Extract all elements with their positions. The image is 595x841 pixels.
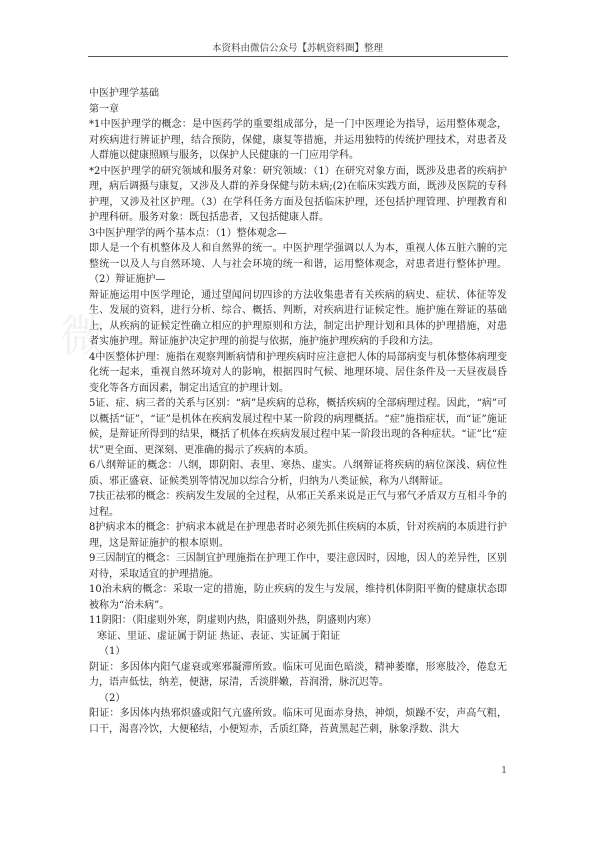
paragraph: *1中医护理学的概念：是中医药学的重要组成部分，是一门中医理论为指导，运用整体观念，对疾病进行辨证护理，结合预防，保健，康复等措施，并运用独特的传统护理技术，对患者及人群施以健康照顾与服务，以保护人民健康的一门应用学科。: [89, 119, 507, 161]
paragraph: 阳证：多因体内热邪炽盛或阳气亢盛所致。临床可见面赤身热，神烦，烦躁不安，声高气粗，口干，渴喜冷饮，大便秘结，小便短赤，舌质红降，苔黄黑起芒刺，脉象浮数、洪大: [89, 708, 507, 735]
paragraph: 9三因制宜的概念：三因制宜护理施指在护理工作中，要注意因时，因地，因人的差异性，区别对待，采取适宜的护理措施。: [89, 553, 507, 580]
header-rule: [88, 56, 508, 57]
page-header: 本资料由微信公众号【苏帆资料圈】整理: [211, 43, 383, 54]
paragraph: 5证、症、病三者的关系与区别：“病”是疾病的总称，概括疾病的全部病理过程。因此，“病”可以概括“证”，“证”是机体在疾病发展过程中某一阶段的病理概括。“症”施指症状，而“证”施证候，是辩证所得到的结果，概括了机体在疾病发展过程中某一阶段出现的各种症状。“证”比“症状”更全面、更深刻、更准确的揭示了疾病的本质。: [89, 398, 507, 456]
paragraph: 11阴阳：（阳虚则外寒，阴虚则内热，阳盛则外热，阴盛则内寒）: [89, 615, 377, 626]
paragraph: 6八纲辩证的概念：八纲，即阴阳、表里、寒热、虚实。八纲辩证将疾病的病位深浅、病位性质、邪正盛衰、证候类别等情况加以综合分析，归纳为八类证候，称为八纲辩证。: [89, 460, 507, 487]
paragraph: 寒证、里证、虚证属于阴证 热证、表证、实证属于阳证: [97, 630, 341, 642]
paragraph: （1）: [99, 646, 126, 657]
paragraph: 辩证施运用中医学理论，通过望闻问切四诊的方法收集患者有关疾病的病史、症状、体征等发生、发展的资料，进行分析、综合、概括、判断，对疾病进行证候定性。施护施在辩证的基础上，从疾病的证候定性确立相应的护理原则和方法，制定出护理计划和具体的护理措施，对患者实施护理。辩证施护决定护理的前提与依据，施护施护理疾病的手段和方法。: [89, 289, 507, 347]
watermark-text: 微: [60, 311, 112, 362]
page-number: 1: [501, 766, 507, 776]
paragraph: 7扶正祛邪的概念：疾病发生发展的全过程，从邪正关系来说是正气与邪气矛盾双方互相斗争的过程。: [89, 491, 507, 518]
paragraph: 10治未病的概念：采取一定的措施，防止疾病的发生与发展，维持机体阴阳平衡的健康状态即被称为“治未病”。: [89, 584, 507, 611]
paragraph: 阴证：多因体内阳气虚衰或寒邪凝滞所致。临床可见面色暗淡，精神萎靡，形寒肢冷，倦怠无力，语声低怯，纳差，便溏，尿清，舌淡胖嫩，苔润滑，脉沉迟等。: [89, 661, 507, 688]
chapter-heading: 第一章: [89, 103, 119, 115]
paragraph: 3中医护理学的两个基本点：（1）整体观念—: [89, 227, 287, 239]
paragraph: 8护病求本的概念：护病求本就是在护理患者时必须先抓住疾病的本质，针对疾病的本质进行护理，这是辩证施护的根本原则。: [89, 522, 507, 549]
paragraph: （2）: [99, 692, 126, 704]
paragraph: 即人是一个有机整体及人和自然界的统一。中医护理学强调以人为本，重视人体五脏六腑的完整统一以及人与自然环境、人与社会环境的统一和谐，运用整体观念，对患者进行整体护理。（2）辩证施护—: [89, 243, 507, 285]
document-body: [89, 86, 507, 737]
paragraph: *2中医护理学的研究领域和服务对象：研究领域：（1）在研究对象方面，既涉及患者的疾病护理，病后调摄与康复，又涉及人群的养身保健与防未病;(2)在临床实践方面，既涉及医院的专科护理，又涉及社区护理。（3）在学科任务方面及包括临床护理，还包括护理管理、护理教育和护理科研。服务对象：既包括患者，又包括健康人群。: [89, 165, 507, 223]
document-title: 中医护理学基础: [89, 88, 159, 99]
paragraph: 4中医整体护理：施指在观察判断病情和护理疾病时应注意把人体的局部病变与机体整体病理变化统一起来，重视自然环境对人的影响，根据四时气候、地理环境、居住条件及一天昼夜晨昏变化等各方面因素，制定出适宜的护理计划。: [89, 351, 507, 394]
